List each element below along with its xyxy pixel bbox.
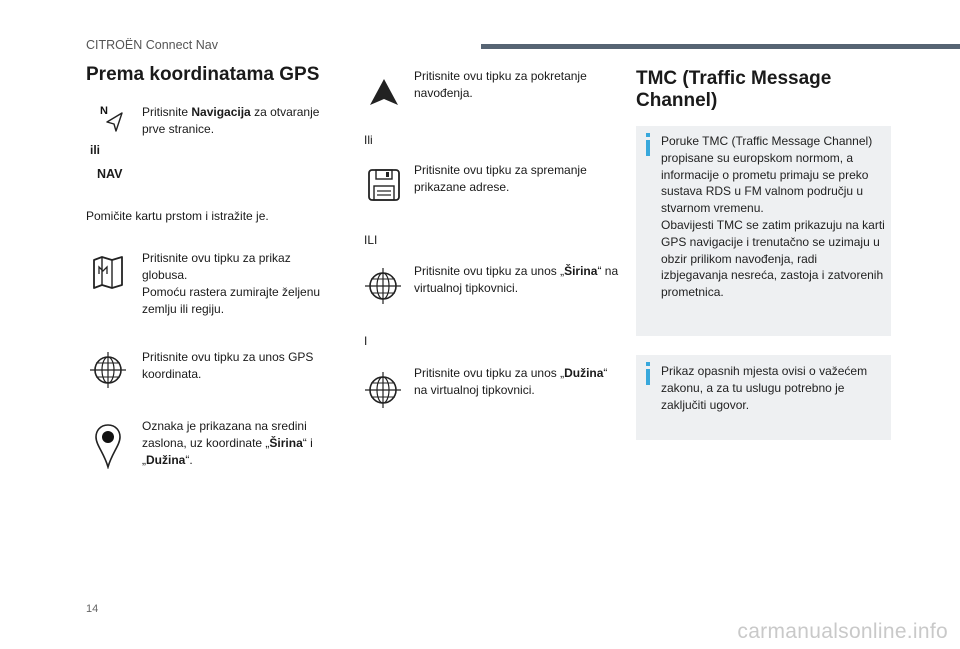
gps-instruction: Pritisnite ovu tipku za unos GPS koordinata. [142,350,314,381]
nav-instruction: Pritisnite Navigacija za otvaranje prve stranice. [142,105,320,136]
or-label-1: Ili [364,133,373,147]
running-header: CITROËN Connect Nav [86,38,218,52]
or-label: ili [90,143,101,157]
tmc-info-text: Poruke TMC (Traffic Message Channel) propisane su europskom normom, a informacije o prometu primaju se preko sustava RDS u FM valnom području u stvarnom vremenu. Obavijesti TMC se zatim prikazuju na karti GPS navigacije i trenutačno se uzimaju u obzir prilikom navođenja, radi izbjegavanja nesreća, zastoja i zatvorenih prometnica. [661,134,885,300]
globe-grid-icon [89,351,127,394]
save-instruction: Pritisnite ovu tipku za spremanje prikazane adrese. [414,163,587,194]
hazard-info-note [636,355,891,440]
marker-instruction: Oznaka je prikazana na sredini zaslona, uz koordinate „Širina“ i „Dužina“. [142,419,313,467]
watermark: carmanualsonline.info [737,620,948,643]
info-marker-icon [646,369,650,385]
section-title-tmc: TMC (Traffic Message Channel) [636,68,832,111]
pan-instruction: Pomičite kartu prstom i istražite je. [86,209,269,223]
start-navigation-icon [368,77,400,114]
or-label-3: I [364,334,368,348]
nav-key-label: NAV [97,167,123,181]
hazard-info-text: Prikaz opasnih mjesta ovisi o važećem zakonu, a za tu uslugu potrebno je zaključiti ugovor. [661,364,868,412]
page-number: 14 [86,603,99,615]
latitude-globe-icon [364,267,402,310]
section-title-gps: Prema koordinatama GPS [86,64,320,85]
svg-text:N: N [100,105,108,117]
save-icon [367,168,401,207]
info-marker-icon [646,140,650,156]
location-pin-icon [94,423,122,474]
navigation-arrow-icon [98,103,128,138]
map-icon [91,254,125,295]
longitude-instruction: Pritisnite ovu tipku za unos „Dužina“ na virtualnoj tipkovnici. [414,366,608,397]
or-label-2: ILI [364,233,378,247]
globe-instruction: Pritisnite ovu tipku za prikaz globusa. Pomoću rastera zumirajte željenu zemlju ili regiju. [142,251,321,316]
longitude-globe-icon [364,371,402,414]
start-navigation-instruction: Pritisnite ovu tipku za pokretanje navođenja. [414,69,587,100]
header-bar [481,44,960,49]
tmc-info-note [636,126,891,336]
latitude-instruction: Pritisnite ovu tipku za unos „Širina“ na virtualnoj tipkovnici. [414,264,619,295]
